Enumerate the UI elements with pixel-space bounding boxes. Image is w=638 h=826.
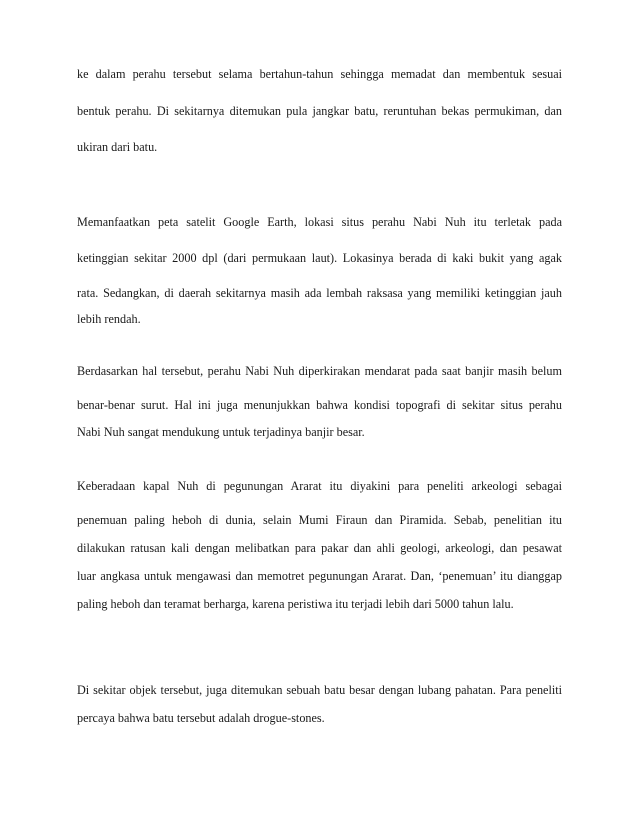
paragraph-line: percaya bahwa batu tersebut adalah drogue-stones.: [77, 711, 325, 725]
paragraph-line: Berdasarkan hal tersebut, perahu Nabi Nuh diperkirakan mendarat pada saat banjir masih belum: [77, 364, 562, 378]
paragraph-line: bentuk perahu. Di sekitarnya ditemukan pula jangkar batu, reruntuhan bekas permukiman, dan: [77, 104, 562, 118]
paragraph-line: penemuan paling heboh di dunia, selain Mumi Firaun dan Piramida. Sebab, penelitian itu: [77, 513, 562, 527]
paragraph-line: Nabi Nuh sangat mendukung untuk terjadinya banjir besar.: [77, 425, 365, 439]
paragraph-line: Di sekitar objek tersebut, juga ditemukan sebuah batu besar dengan lubang pahatan. Para peneliti: [77, 683, 562, 697]
paragraph-line: ke dalam perahu tersebut selama bertahun-tahun sehingga memadat dan membentuk sesuai: [77, 67, 562, 81]
paragraph-line: Memanfaatkan peta satelit Google Earth, lokasi situs perahu Nabi Nuh itu terletak pada: [77, 215, 562, 229]
paragraph-line: Keberadaan kapal Nuh di pegunungan Ararat itu diyakini para peneliti arkeologi sebagai: [77, 479, 562, 493]
paragraph-line: ukiran dari batu.: [77, 140, 158, 154]
paragraph-line: rata. Sedangkan, di daerah sekitarnya masih ada lembah raksasa yang memiliki ketinggian jauh: [77, 286, 562, 300]
paragraph-line: ketinggian sekitar 2000 dpl (dari permukaan laut). Lokasinya berada di kaki bukit yang agak: [77, 251, 562, 265]
paragraph-line: dilakukan ratusan kali dengan melibatkan para pakar dan ahli geologi, arkeologi, dan pesawat: [77, 541, 562, 555]
paragraph-line: luar angkasa untuk mengawasi dan memotret pegunungan Ararat. Dan, ‘penemuan’ itu dianggap: [77, 569, 562, 583]
paragraph-line: benar-benar surut. Hal ini juga menunjukkan bahwa kondisi topografi di sekitar situs perahu: [77, 398, 562, 412]
paragraph-line: paling heboh dan teramat berharga, karena peristiwa itu terjadi lebih dari 5000 tahun lalu.: [77, 597, 514, 611]
paragraph-line: lebih rendah.: [77, 312, 141, 326]
